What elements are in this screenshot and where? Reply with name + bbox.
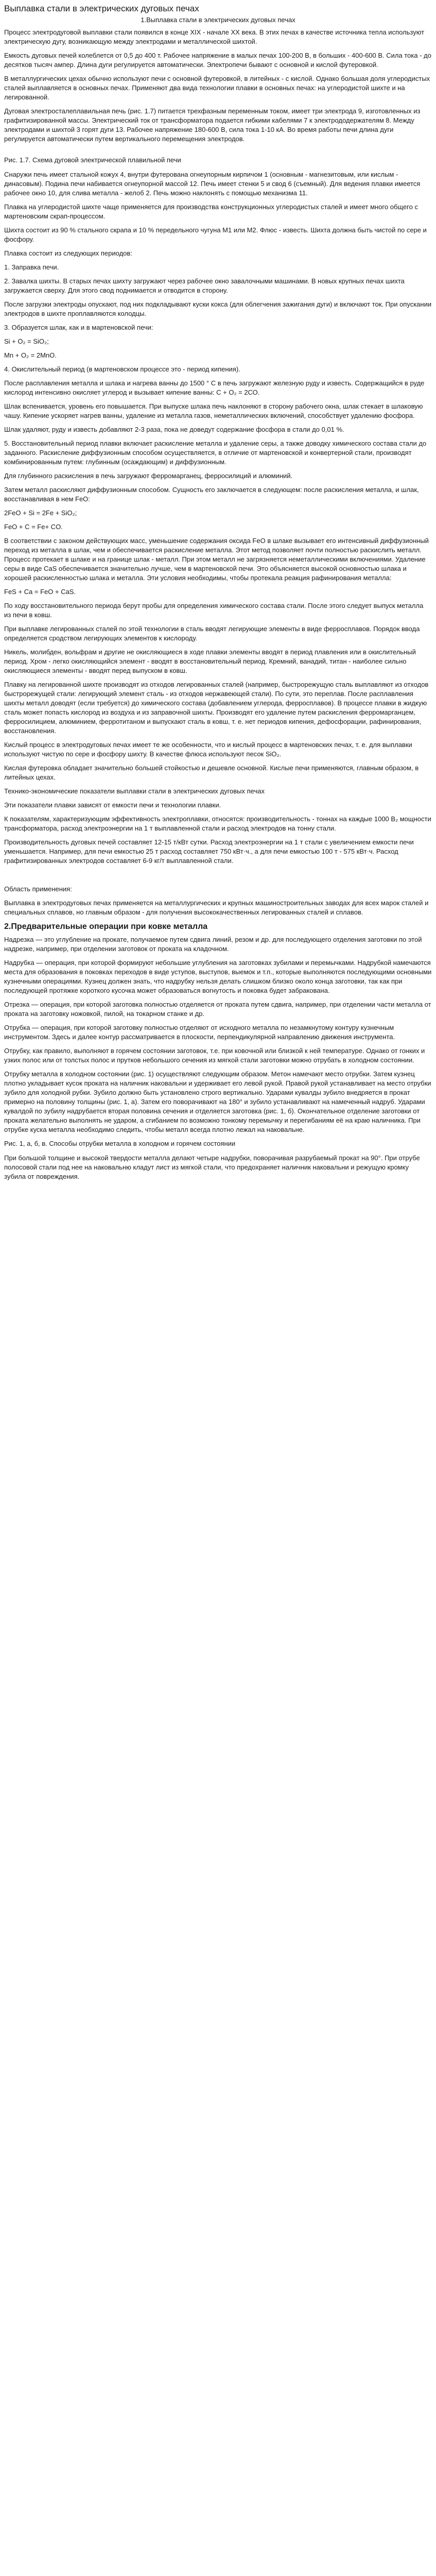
spacer [4, 870, 432, 877]
section-2-body [4, 935, 432, 1181]
paragraph: Дуговая электросталеплавильная печь (рис. 1.7) питается трехфазным переменным током, имеет три электрода 9, изготовленных из графитизированной массы. Электрический ток от трансформатора подается гибкими кабелями 7 к электрододержателям 8. Между электродами и шихтой 3 горят дуги 13. Рабочее напряжение 180-600 В, сила тока 1-10 кА. Во время работы печи длина дуги регулируется автоматически путем вертикального перемещения электродов. [4, 107, 421, 143]
paragraph: Надрубка — операция, при которой формируют небольшие углубления на заготовках зубилами и перемычками. Надрубкой намечаются места для образования в поковках переходов в виде уступов, выступов, выемок и т.п., которые выполняются последующими основными кузнечными операциями. Кузнец должен знать, что надрубку нельзя делать слишком близко около конца заготовки, так как при последующей протяжке короткого кусочка может образоваться вогнутость и поковка будет забракована. [4, 959, 432, 994]
paragraph: Для глубинного раскисления в печь загружают ферромарганец, ферросилиций и алюминий. [4, 472, 293, 480]
paragraph: 5. Восстановительный период плавки включает раскисление металла и удаление серы, а также доводку химического состава стали до заданного. Раскисление диффузионным способом осуществляется, в отличие от мартеновской и конвертерной стали, производят комбинированным путем: глубинным (осаждающим) и диффузионным. [4, 439, 427, 466]
formula: Mn + O₂ = 2MnO. [4, 351, 57, 359]
paragraph: Емкость дуговых печей колеблется от 0,5 до 400 т. Рабочее напряжение в малых печах 100-200 В, в больших - 400-600 В. Сила тока - до десятков тысяч ампер. Длина дуги регулируется автоматически. Электропечи бывают с основной и кислой футеровкой. [4, 52, 431, 69]
paragraph: 4. Окислительный период (в мартеновском процессе это - период кипения). [4, 365, 240, 373]
paragraph: Производительность дуговых печей составляет 12-15 т/кВт сутки. Расход электроэнергии на 1 т стали с увеличением емкости печи уменьшается. Например, для печи емкостью 25 т расход составляет 750 кВт·ч., а для печи емкостью 100 т - 575 кВт·ч. Расход графитизированных электродов составляет 6-9 кг/т выплавленной стали. [4, 838, 414, 865]
spacer [4, 877, 432, 885]
paragraph: В металлургических цехах обычно используют печи с основной футеровкой, в литейных - с кислой. Однако большая доля углеродистых сталей выплавляется в основных печах. Применяют два вида технологии плавки в основных печах: на углеродистой шихте и на легированной. [4, 75, 430, 101]
document-page [0, 0, 436, 1191]
paragraph: Плавка на углеродистой шихте чаще применяется для производства конструкционных углеродистых сталей и имеет много общего с мартеновским скрап-процессом. [4, 203, 418, 220]
paragraph: Отрубка — операция, при которой заготовку полностью отделяют от исходного металла по незамкнутому контуру кузнечным инструментом. Здесь и далее контур рассматривается в плоскости, перпендикулярной направлению движения инструмента. [4, 1024, 395, 1041]
paragraph: При выплавке легированных сталей по этой технологии в сталь вводят легирующие элементы в виде ферросплавов. Порядок ввода определяется сродством легирующих элементов к кислороду. [4, 625, 420, 642]
formula: Si + O₂ = SiO₂; [4, 337, 49, 345]
formula: 2FeO + Si = 2Fe + SiO₂; [4, 509, 77, 517]
paragraph: Отрубку, как правило, выполняют в горячем состоянии заготовок, т.е. при ковочной или близкой к ней температуре. Однако от гонких и узких полос или от толстых полос и прутков небольшого сечения из мягкой стали заготовки можно отрубать в холодном состоянии. [4, 1047, 425, 1064]
paragraph: Процесс электродуговой выплавки стали появился в конце XIX - начале XX века. В этих печах в качестве источника тепла используют электрическую дугу, возникающую между электродами и металлической шихтой. [4, 28, 425, 45]
section-1-body [4, 28, 432, 866]
paragraph: В соответствии с законом действующих масс, уменьшение содержания оксида FeO в шлаке вызывает его интенсивный диффузионный переход из металла в шлак, чем и обеспечивается раскисление металла. Этот метод позволяет почти полностью раскислить металл. Процесс протекает в шлаке и на границе шлак - металл. При этом металл не загрязняется неметаллическими включениями. Удаление серы в виде CaS обеспечивается значительно лучше, чем в мартеновской печи. Это объясняется высокой основностью шлака и хорошей раскисленностью шлака и металла. Эти условия необходимы, чтобы протекала реакция рафинирования металла: [4, 537, 429, 582]
paragraph: К показателям, характеризующим эффективность электроплавки, относятся: производительность - тоннах на каждые 1000 В₂ мощности трансформатора, расход электроэнергии на 1 т выплавленной стали и расход электродов на тонну стали. [4, 815, 431, 832]
paragraph: Затем металл раскисляют диффузионным способом. Сущность его заключается в следующем: после раскисления металла, и шлак, восстанавливая в нем FeO: [4, 486, 419, 503]
paragraph: Отрубку металла в холодном состоянии (рис. 1) осуществляют следующим образом. Метон намечают место отрубки. Затем кузнец плотно укладывает кусок проката на наличник наковальни и удерживает его левой рукой. Правой рукой устанавливает на место отрубки зубило для холодной рубки. Зубило должно быть установлено строго вертикально. Ударами кувалды зубило внедряется в прокат примерно на половину толщины (рис. 1, а). Затем его поворачивают на 180° и зубило устанавливают на намеченный надруб. Ударами кувалдой по зубилу надрубается вторая половина сечения и отделяется заготовка (рис. 1, б). Окончательное отделение заготовки от проката желательно выполнять не ударом, а сгибанием по возможно тонкому перемычку и перегибаниям её на краю наличника. При отрубке куска металла необходимо следить, чтобы металл всегда плотно лежал на наковальне. [4, 1070, 431, 1133]
paragraph: 2. Завалка шихты. В старых печах шихту загружают через рабочее окно завалочными машинами. В новых крупных печах шихта загружается сверху. Для этого свод поднимается и отводится в сторону. [4, 277, 405, 294]
paragraph: Шихта состоит из 90 % стального скрапа и 10 % передельного чугуна М1 или М2. Флюс - известь. Шихта должна быть чистой по сере и фосфору. [4, 226, 427, 243]
paragraph: По ходу восстановительного периода берут пробы для определения химического состава стали. После этого следует выпуск металла из печи в ковш. [4, 602, 424, 619]
applications-text: Выплавка в электродуговых печах применяется на металлургических и крупных машиностроительных заводах для всех марок сталей и специальных сплавов, но главным образом - для получения высококачественных легированных сталей и сплавов. [4, 899, 429, 916]
paragraph: Эти показатели плавки зависят от емкости печи и технологии плавки. [4, 801, 221, 809]
paragraph: Никель, молибден, вольфрам и другие не окисляющиеся в ходе плавки элементы вводят в период плавления или в окислительный период. Хром - легко окисляющийся элемент - вводят в восстановительный период. Кремний, ванадий, титан - наиболее сильно окисляющиеся элементы - вводят перед выпуском в ковш. [4, 648, 416, 674]
figure-caption: Рис. 1, а, б, в. Способы отрубки металла в холодном и горячем состоянии [4, 1140, 236, 1147]
section-1-title: 1.Выплавка стали в электрических дуговых печах [141, 16, 295, 24]
paragraph: Шлак удаляют, руду и известь добавляют 2-3 раза, пока не доведут содержание фосфора в стали до 0,01 %. [4, 426, 344, 433]
paragraph: Плавка состоит из следующих периодов: [4, 249, 132, 257]
paragraph: Снаружи печь имеет стальной кожух 4, внутри футерована огнеупорным кирпичом 1 (основным - магнезитовым, или кислым - динасовым). Подина печи набивается огнеупорной массой 12. Печь имеет стенки 5 и свод 6 (съемный). Для ведения плавки имеется рабочее окно 10, для слива металла - желоб 2. Печь можно наклонять с помощью механизма 11. [4, 171, 421, 197]
page-title: Выплавка стали в электрических дуговых печах [4, 4, 199, 13]
paragraph: Шлак вспенивается, уровень его повышается. При выпуске шлака печь наклоняют в сторону рабочего окна, шлак стекает в шлаковую чашу. Кипение ускоряет нагрев ванны, удаление из металла газов, неметаллических включений, способствует удалению фосфора. [4, 402, 423, 419]
section-2-title: 2.Предварительные операции при ковке металла [4, 922, 208, 931]
paragraph: После загрузки электроды опускают, под них подкладывают куски кокса (для облегчения зажигания дуги) и включают ток. При опускании электродов в шихте проплавляются колодцы. [4, 300, 432, 317]
formula: FeO + C = Fe+ CO. [4, 523, 63, 531]
paragraph: При большой толщине и высокой твердости металла делают четыре надрубки, поворачивая разрубаемый прокат на 90°. При отрубе полосовой стали под нее на наковальню кладут лист из мягкой стали, что предохраняет наличник наковальни и режущую кромку зубила от повреждения. [4, 1154, 420, 1180]
paragraph: Кислый процесс в электродуговых печах имеет те же особенности, что и кислый процесс в мартеновских печах, т. е. для выплавки используют чистую по сере и фосфору шихту. В качестве флюса используют песок SiO₂. [4, 741, 412, 758]
paragraph: 3. Образуется шлак, как и в мартеновской печи: [4, 324, 153, 331]
paragraph: Плавку на легированной шихте производят из отходов легированных сталей (например, быстрорежущую сталь выплавляют из отходов быстрорежущей стали: легирующий элемент сталь - из отходов нержавеющей стали). По сути, это переплав. После расплавления шихты металл доводят (если требуется) до химического состава (добавлением углерода, ферросплавов). В процессе плавки в жидкую сталь может попасть кислород из воздуха и из заправочной шихты. Производят его удаление путем раскисления ферромарганцем, ферросилицием, алюминием, ферротитаном и выпускают сталь в ковш, т. е. нет периодов кипения, дефосфорации, рафинирования, восстановления. [4, 681, 429, 735]
subheading: Технико-экономические показатели выплавки стали в электрических дуговых печах [4, 787, 265, 795]
formula: FeS + Ca = FeO + CaS. [4, 588, 76, 596]
figure-placeholder [4, 148, 432, 156]
paragraph: Надрезка — это углубление на прокате, получаемое путем сдвига линий, резом и др. для последующего отделения заготовки по этой надрезке, например, при отделении заготовок от проката на кладочном. [4, 936, 422, 953]
figure-caption: Рис. 1.7. Схема дуговой электрической плавильной печи [4, 156, 181, 164]
paragraph: После расплавления металла и шлака и нагрева ванны до 1500 ° С в печь загружают железную руду и известь. Содержащийся в руде кислород интенсивно окисляет углерод и вызывает кипение ванны: С + О₂ = 2СО. [4, 379, 425, 396]
paragraph: Отрезка — операция, при которой заготовка полностью отделяется от проката путем сдвига, например, при отделении части металла от проката на заготовку ножовкой, пилой, на токарном станке и др. [4, 1001, 431, 1018]
paragraph: 1. Заправка печи. [4, 263, 59, 271]
paragraph: Кислая футеровка обладает значительно большей стойкостью и дешевле основной. Кислые печи применяются, главным образом, в литейных цехах. [4, 764, 419, 781]
applications-label: Область применения: [4, 885, 72, 893]
